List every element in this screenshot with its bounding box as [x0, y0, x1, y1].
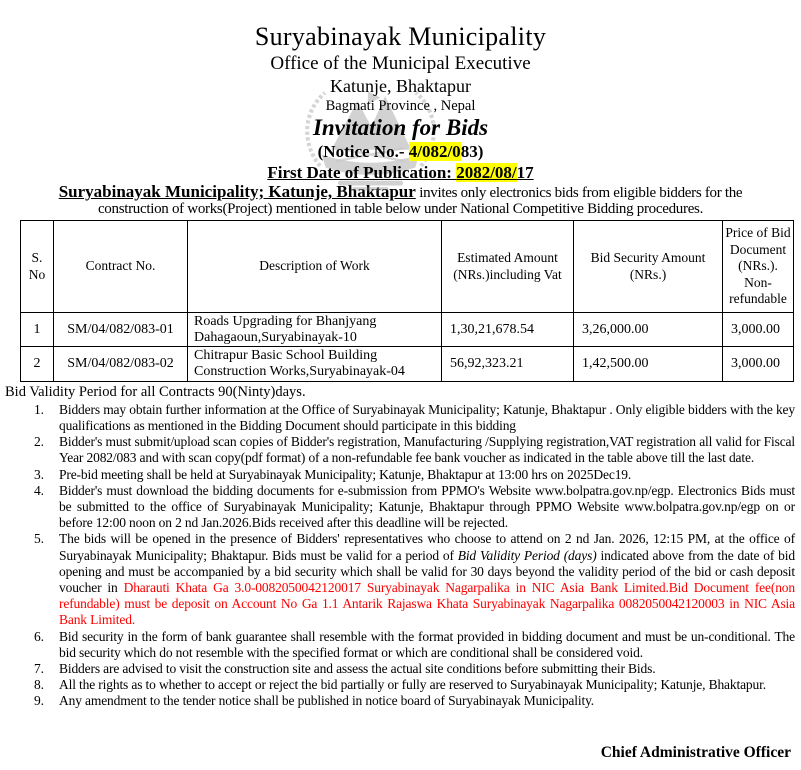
bank-account-red-text: Dharauti Khata Ga 3.0-0082050042120017 Suryabinayak Nagarpalika in NIC Asia Bank Limited.Bid Document fee(non refundable) must be deposit on Account No Ga 1.1 Antarik Rajaswa Khata Suryabinayak Nagarpalika 0082050042120003 in NIC Asia Bank Limited. — [59, 579, 795, 628]
bids-table — [20, 220, 794, 382]
list-item-number: 3. — [34, 466, 44, 482]
list-item-text: Bidder's must submit/upload scan copies of Bidder's registration, Manufacturing /Supplying registration,VAT registration all valid for Fiscal Year 2082/083 and with scan copy(pdf format) of a non-refundable fee bank voucher as indicated in the table above till the last date. — [59, 434, 795, 466]
list-item — [34, 434, 795, 466]
cell-estimated: 1,30,21,678.54 — [442, 313, 574, 347]
publication-date-highlight: 2082/08/ — [456, 163, 517, 182]
address-line: Katunje, Bhaktapur — [330, 76, 471, 96]
header-estimated: Estimated Amount (NRs.)including Vat — [442, 221, 574, 313]
office-line: Office of the Municipal Executive — [270, 53, 531, 74]
cell-contract: SM/04/082/083-01 — [54, 313, 188, 347]
org-name: Suryabinayak Municipality — [254, 22, 547, 51]
table-header-row — [21, 221, 794, 313]
cell-contract: SM/04/082/083-02 — [54, 347, 188, 381]
list-item-number: 1. — [34, 401, 44, 417]
publication-date-line — [0, 162, 801, 183]
conditions-list — [0, 402, 801, 710]
cell-price: 3,000.00 — [723, 313, 794, 347]
notice-number-highlight: 4/082/0 — [408, 142, 461, 161]
list-item-text: Bidders may obtain further information at the Office of Suryabinayak Municipality; Katunje, Bhaktapur . Only eligible bidders with the key qualifications as mentioned in the Bidding Document should participate in this bidding — [59, 401, 795, 433]
notice-number-prefix: (Notice No.- — [317, 142, 409, 161]
list-item-text: Pre-bid meeting shall be held at Suryabinayak Municipality; Katunje, Bhaktapur at 13:00 hrs on 2025Dec19. — [59, 466, 632, 482]
notice-number-line — [0, 141, 801, 162]
list-item-text: Bidder's must download the bidding documents for e-submission from PPMO's Website www.bolpatra.gov.np/egp. Electronics Bids must be submitted to the office of Suryabinayak Municipality; Katunje, Bhaktapur through PPMO Website www.bolpatra.gov.np/egp on or before 12:00 noon on 2 nd Jan.2026.Bids received after this deadline will be rejected. — [59, 482, 795, 531]
list-item — [34, 483, 795, 532]
province-line: Bagmati Province , Nepal — [325, 98, 476, 114]
list-item-number: 9. — [34, 693, 44, 709]
cell-estimated: 56,92,323.21 — [442, 347, 574, 381]
bid-validity-note: Bid Validity Period for all Contracts 90(Ninty)days. — [5, 383, 306, 400]
header-price: Price of Bid Document (NRs.). Non-refundable — [723, 221, 794, 313]
list-item-number: 8. — [34, 677, 44, 693]
cell-description: Roads Upgrading for Bhanjyang Dahagaoun,Suryabinayak-10 — [188, 313, 442, 347]
list-item-number: 5. — [34, 531, 44, 547]
header-description: Description of Work — [188, 221, 442, 313]
publication-label: First Date of Publication: — [267, 163, 457, 182]
list-item — [34, 661, 795, 677]
signature-line: Chief Administrative Officer — [600, 744, 791, 761]
list-item-text: Bidders are advised to visit the construction site and assess the actual site conditions before submitting their Bids. — [59, 660, 656, 676]
list-item-number: 2. — [34, 434, 44, 450]
list-item — [34, 402, 795, 434]
bid-opening-text: The bids will be opened in the presence of Bidders' representatives who choose to attend on 2 nd Jan. 2026, 12:15 PM, at the office of Suryabinayak Municipality; Bhaktapur. Bids must be valid for a period of — [59, 531, 795, 563]
header-contract: Contract No. — [54, 221, 188, 313]
header-sno: S. No — [21, 221, 54, 313]
list-item-text: Bid security in the form of bank guarantee shall resemble with the format provided in bidding document and must be un-conditional. The bid security which do not resemble with the specified format or which are conditional shall be considered void. — [59, 628, 795, 660]
table-row — [21, 313, 794, 347]
cell-description: Chitrapur Basic School Building Construction Works,Suryabinayak-04 — [188, 347, 442, 381]
header-security: Bid Security Amount (NRs.) — [574, 221, 723, 313]
notice-title: Invitation for Bids — [312, 115, 489, 140]
cell-price: 3,000.00 — [723, 347, 794, 381]
bid-security-text: indicated above from the date of bid opening and must be accompanied by a bid security which shall be valid for 30 days beyond the validity period of the bid or cash deposit voucher in — [59, 547, 795, 595]
bid-validity-italic: Bid Validity Period (days) — [457, 547, 597, 563]
list-item-number: 7. — [34, 660, 44, 676]
intro-bold-lead: Suryabinayak Municipality; Katunje, Bhaktapur — [58, 182, 416, 201]
document-header — [0, 0, 801, 183]
cell-security: 3,26,000.00 — [574, 313, 723, 347]
list-item — [34, 693, 795, 709]
list-item-number: 4. — [34, 482, 44, 498]
cell-security: 1,42,500.00 — [574, 347, 723, 381]
list-item-number: 6. — [34, 628, 44, 644]
cell-sno: 1 — [21, 313, 54, 347]
list-item — [34, 629, 795, 661]
cell-sno: 2 — [21, 347, 54, 381]
list-item-text — [59, 531, 795, 628]
list-item-bid-opening — [34, 531, 795, 628]
list-item — [34, 467, 795, 483]
notice-number-rest: 83) — [460, 142, 484, 161]
table-row — [21, 347, 794, 381]
publication-date-rest: 17 — [516, 163, 534, 182]
list-item-text: All the rights as to whether to accept or reject the bid partially or fully are reserved to Suryabinayak Municipality; Katunje, Bhaktapur. — [59, 677, 766, 693]
intro-rest: invites only electronics bids from eligible bidders for the construction of works(Project) mentioned in table below under National Competitive Bidding procedures. — [97, 185, 743, 217]
list-item — [34, 677, 795, 693]
list-item-text: Any amendment to the tender notice shall be published in notice board of Suryabinayak Municipality. — [59, 693, 595, 709]
